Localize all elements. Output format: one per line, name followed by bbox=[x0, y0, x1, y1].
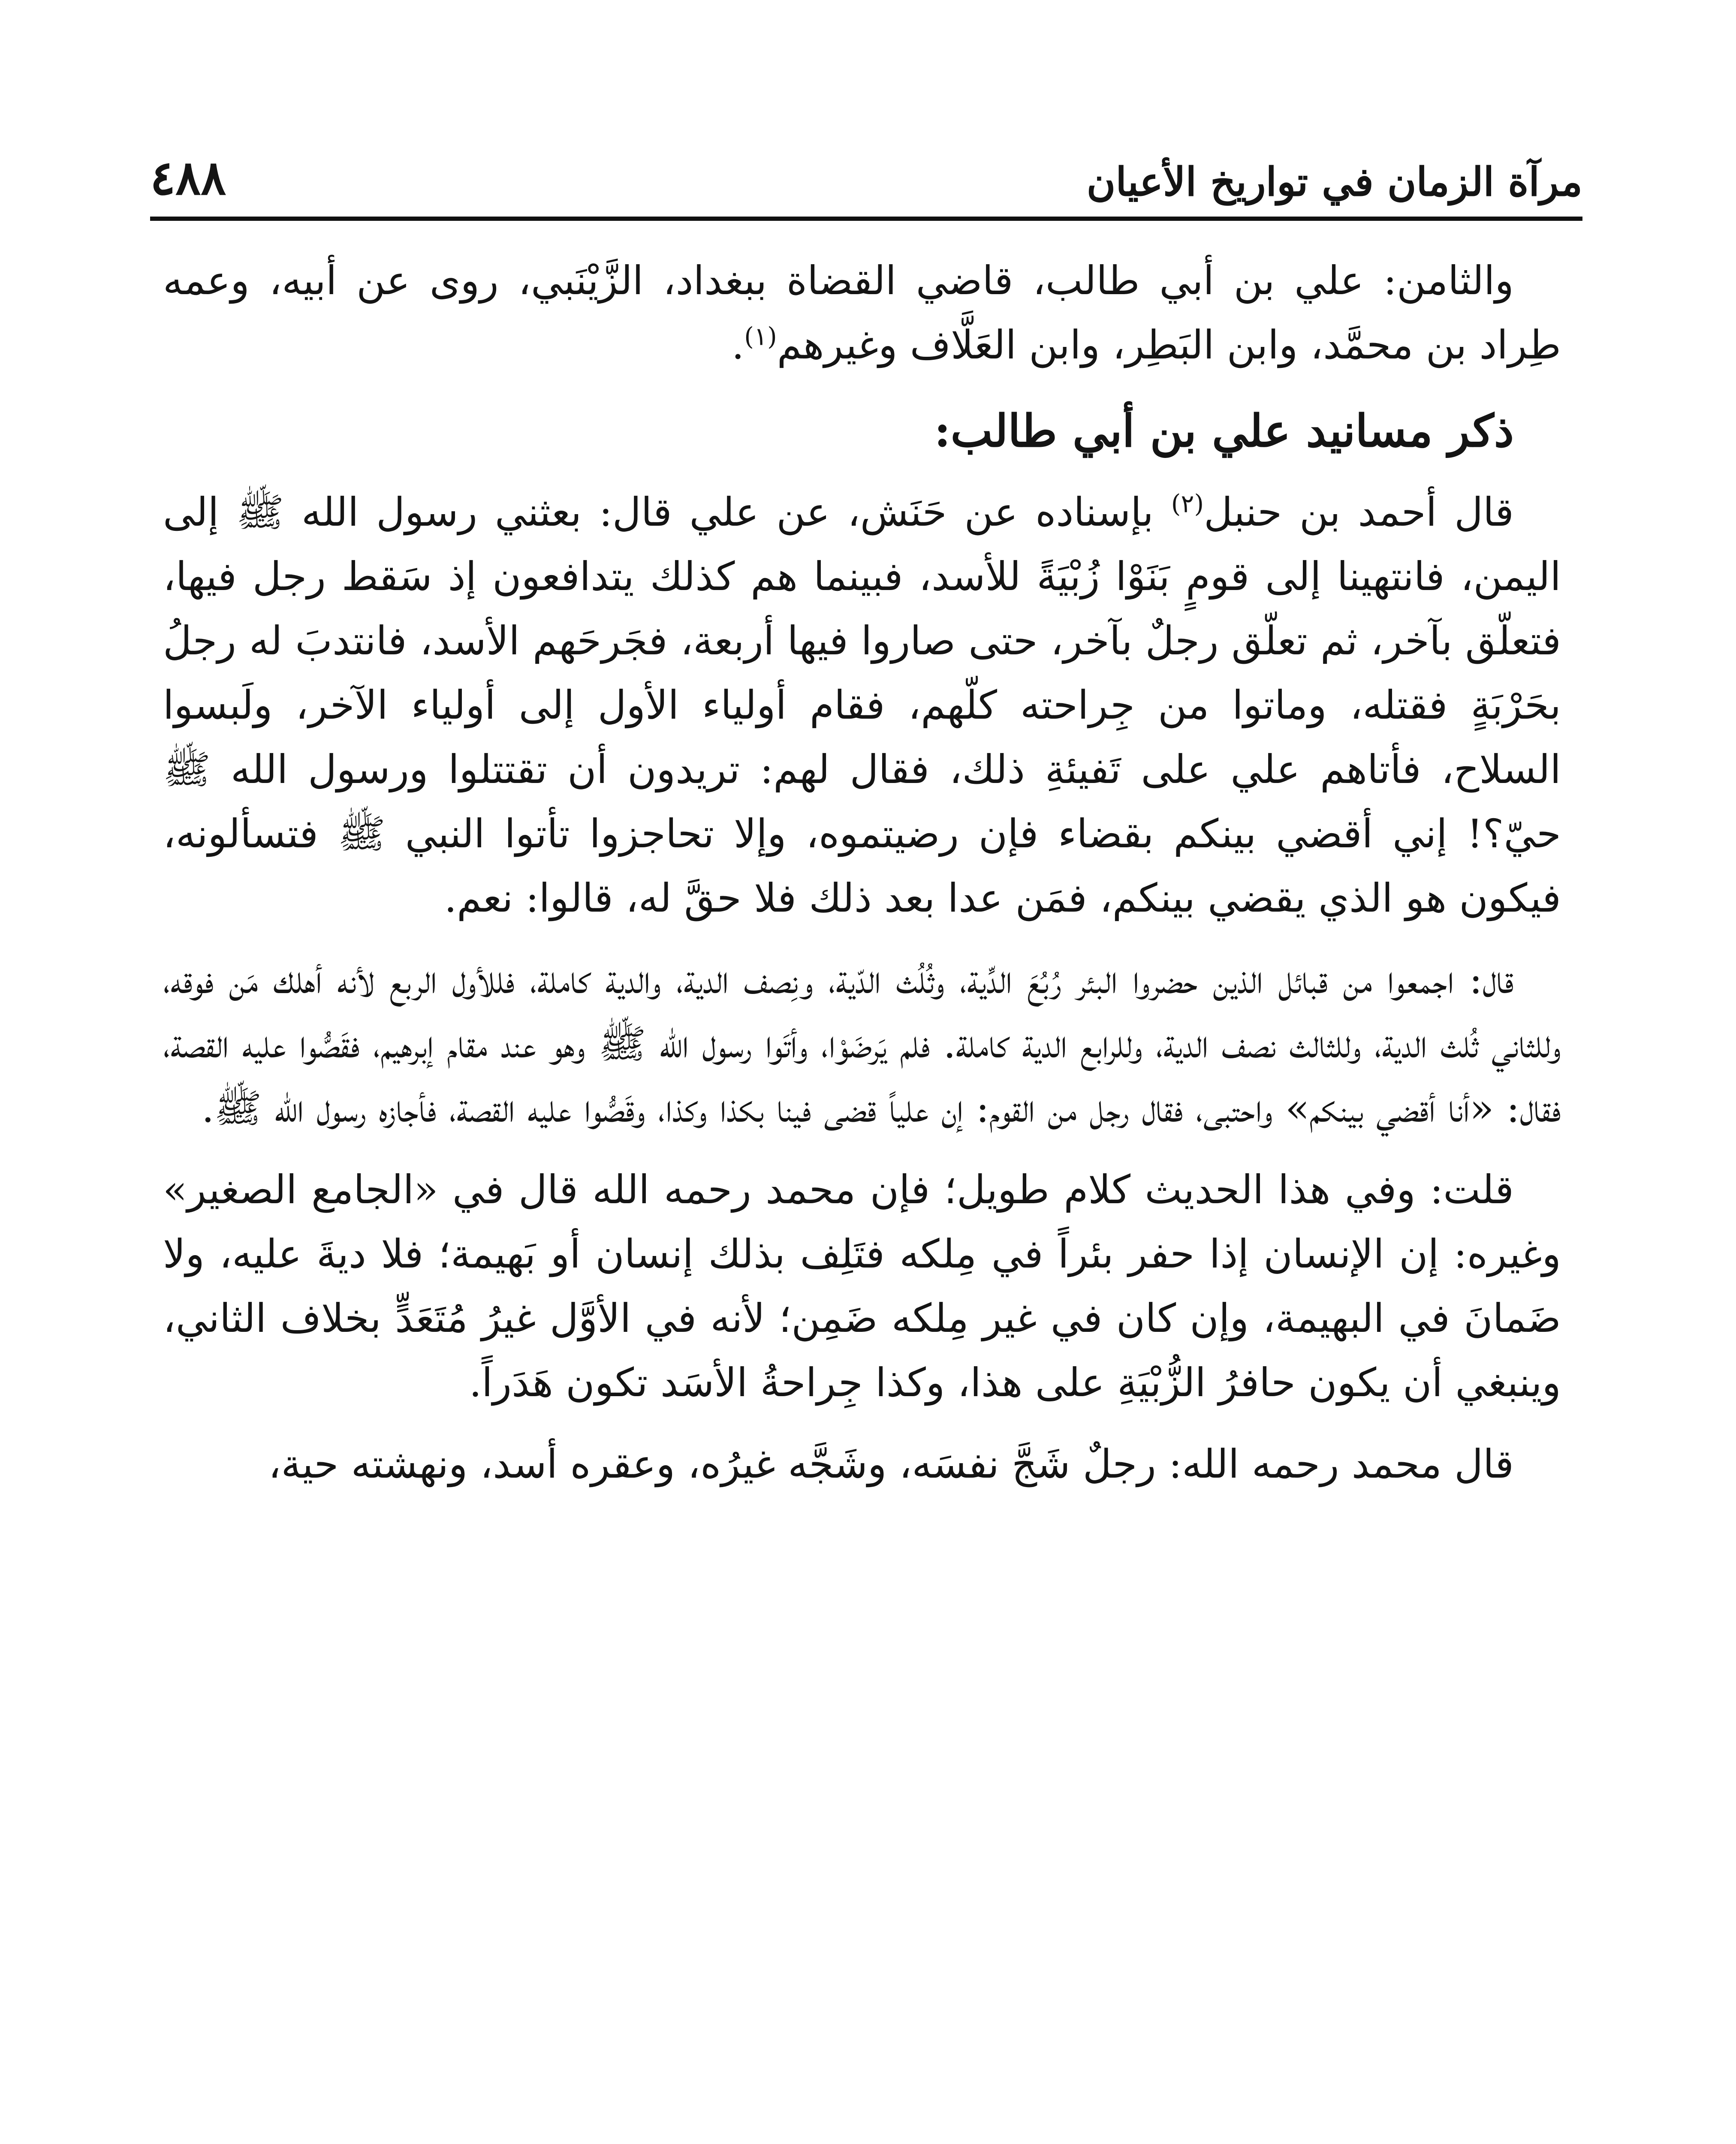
header-divider bbox=[150, 217, 1582, 221]
page-number: ٤٨٨ bbox=[150, 150, 226, 205]
paragraph-2 bbox=[163, 480, 1561, 930]
paragraph-2-rest: بإسناده عن حَنَش، عن علي قال: بعثني رسول الله ﷺ إلى اليمن، فانتهينا إلى قومٍ بَنَوْا زُبْيَةً للأسد، فبينما هم كذلك يتدافعون إذ سَقط رجل فيها، فتعلّق بآخر، ثم تعلّق رجلٌ بآخر، حتى صاروا فيها أربعة، فجَرحَهم الأسد، فانتدبَ له رجلُ بحَرْبَةٍ فقتله، وماتوا من جِراحته كلّهم، فقام أولياء الأول إلى أولياء الآخر، ولَبسوا السلاح، فأتاهم علي على تَفيئةِ ذلك، فقال لهم: تريدون أن تقتتلوا ورسول الله ﷺ حيّ؟! إني أقضي بينكم بقضاء فإن رضيتموه، وإلا تحاجزوا تأتوا النبي ﷺ فتسألونه، فيكون هو الذي يقضي بينكم، فمَن عدا بعد ذلك فلا حقَّ له، قالوا: نعم. bbox=[163, 489, 1561, 921]
section-heading: ذكر مسانيد علي بن أبي طالب: bbox=[934, 404, 1514, 457]
footnote-ref-1[interactable]: (١) bbox=[744, 322, 777, 351]
paragraph-1-text: والثامن: علي بن أبي طالب، قاضي القضاة ببغداد، الزَّيْنَبي، روى عن أبيه، وعمه طِراد بن محمَّد، وابن البَطِر، وابن العَلَّاف وغيرهم bbox=[163, 258, 1561, 368]
paragraph-5: قال محمد رحمه الله: رجلٌ شَجَّ نفسَه، وشَجَّه غيرُه، وعقره أسد، ونهشته حية، bbox=[268, 1441, 1514, 1487]
main-text bbox=[163, 249, 1561, 1514]
paragraph-4: قلت: وفي هذا الحديث كلام طويل؛ فإن محمد رحمه الله قال في «الجامع الصغير» وغيره: إن الإنسان إذا حفر بئراً في مِلكه فتَلِف بذلك إنسان أو بَهيمة؛ فلا ديةَ عليه، ولا ضَمانَ في البهيمة، وإن كان في غير مِلكه ضَمِن؛ لأنه في الأوَّل غيرُ مُتَعَدٍّ بخلاف الثاني، وينبغي أن يكون حافرُ الزُّبْيَةِ على هذا، وكذا جِراحةُ الأسَد تكون هَدَراً. bbox=[163, 1167, 1561, 1406]
running-header bbox=[150, 142, 1582, 227]
paragraph-2-start: قال أحمد بن حنبل bbox=[1204, 489, 1514, 535]
footnote-ref-2[interactable]: (٢) bbox=[1171, 489, 1204, 518]
paragraph-1 bbox=[163, 249, 1561, 377]
book-title: مرآة الزمان في تواريخ الأعيان bbox=[1086, 159, 1582, 205]
paragraph-1-end: . bbox=[732, 322, 744, 368]
paragraph-3: قال: اجمعوا من قبائل الذين حضروا البئر رُبُعَ الدِّية، وثُلُث الدّية، ونِصف الدية، والدية كاملة، فللأول الربع لأنه أهلك مَن فوقه، وللثاني ثُلث الدية، وللثالث نصف الدية، وللرابع الدية كاملة. فلم يَرضَوْا، وأتَوا رسول الله ﷺ وهو عند مقام إبرهيم، فقَصُّوا عليه القصة، فقال: «أنا أقضي بينكم» واحتبى، فقال رجل من القوم: إن علياً قضى فينا بكذا وكذا، وقَصُّوا عليه القصة، فأجازه رسول الله ﷺ. bbox=[163, 957, 1561, 1131]
